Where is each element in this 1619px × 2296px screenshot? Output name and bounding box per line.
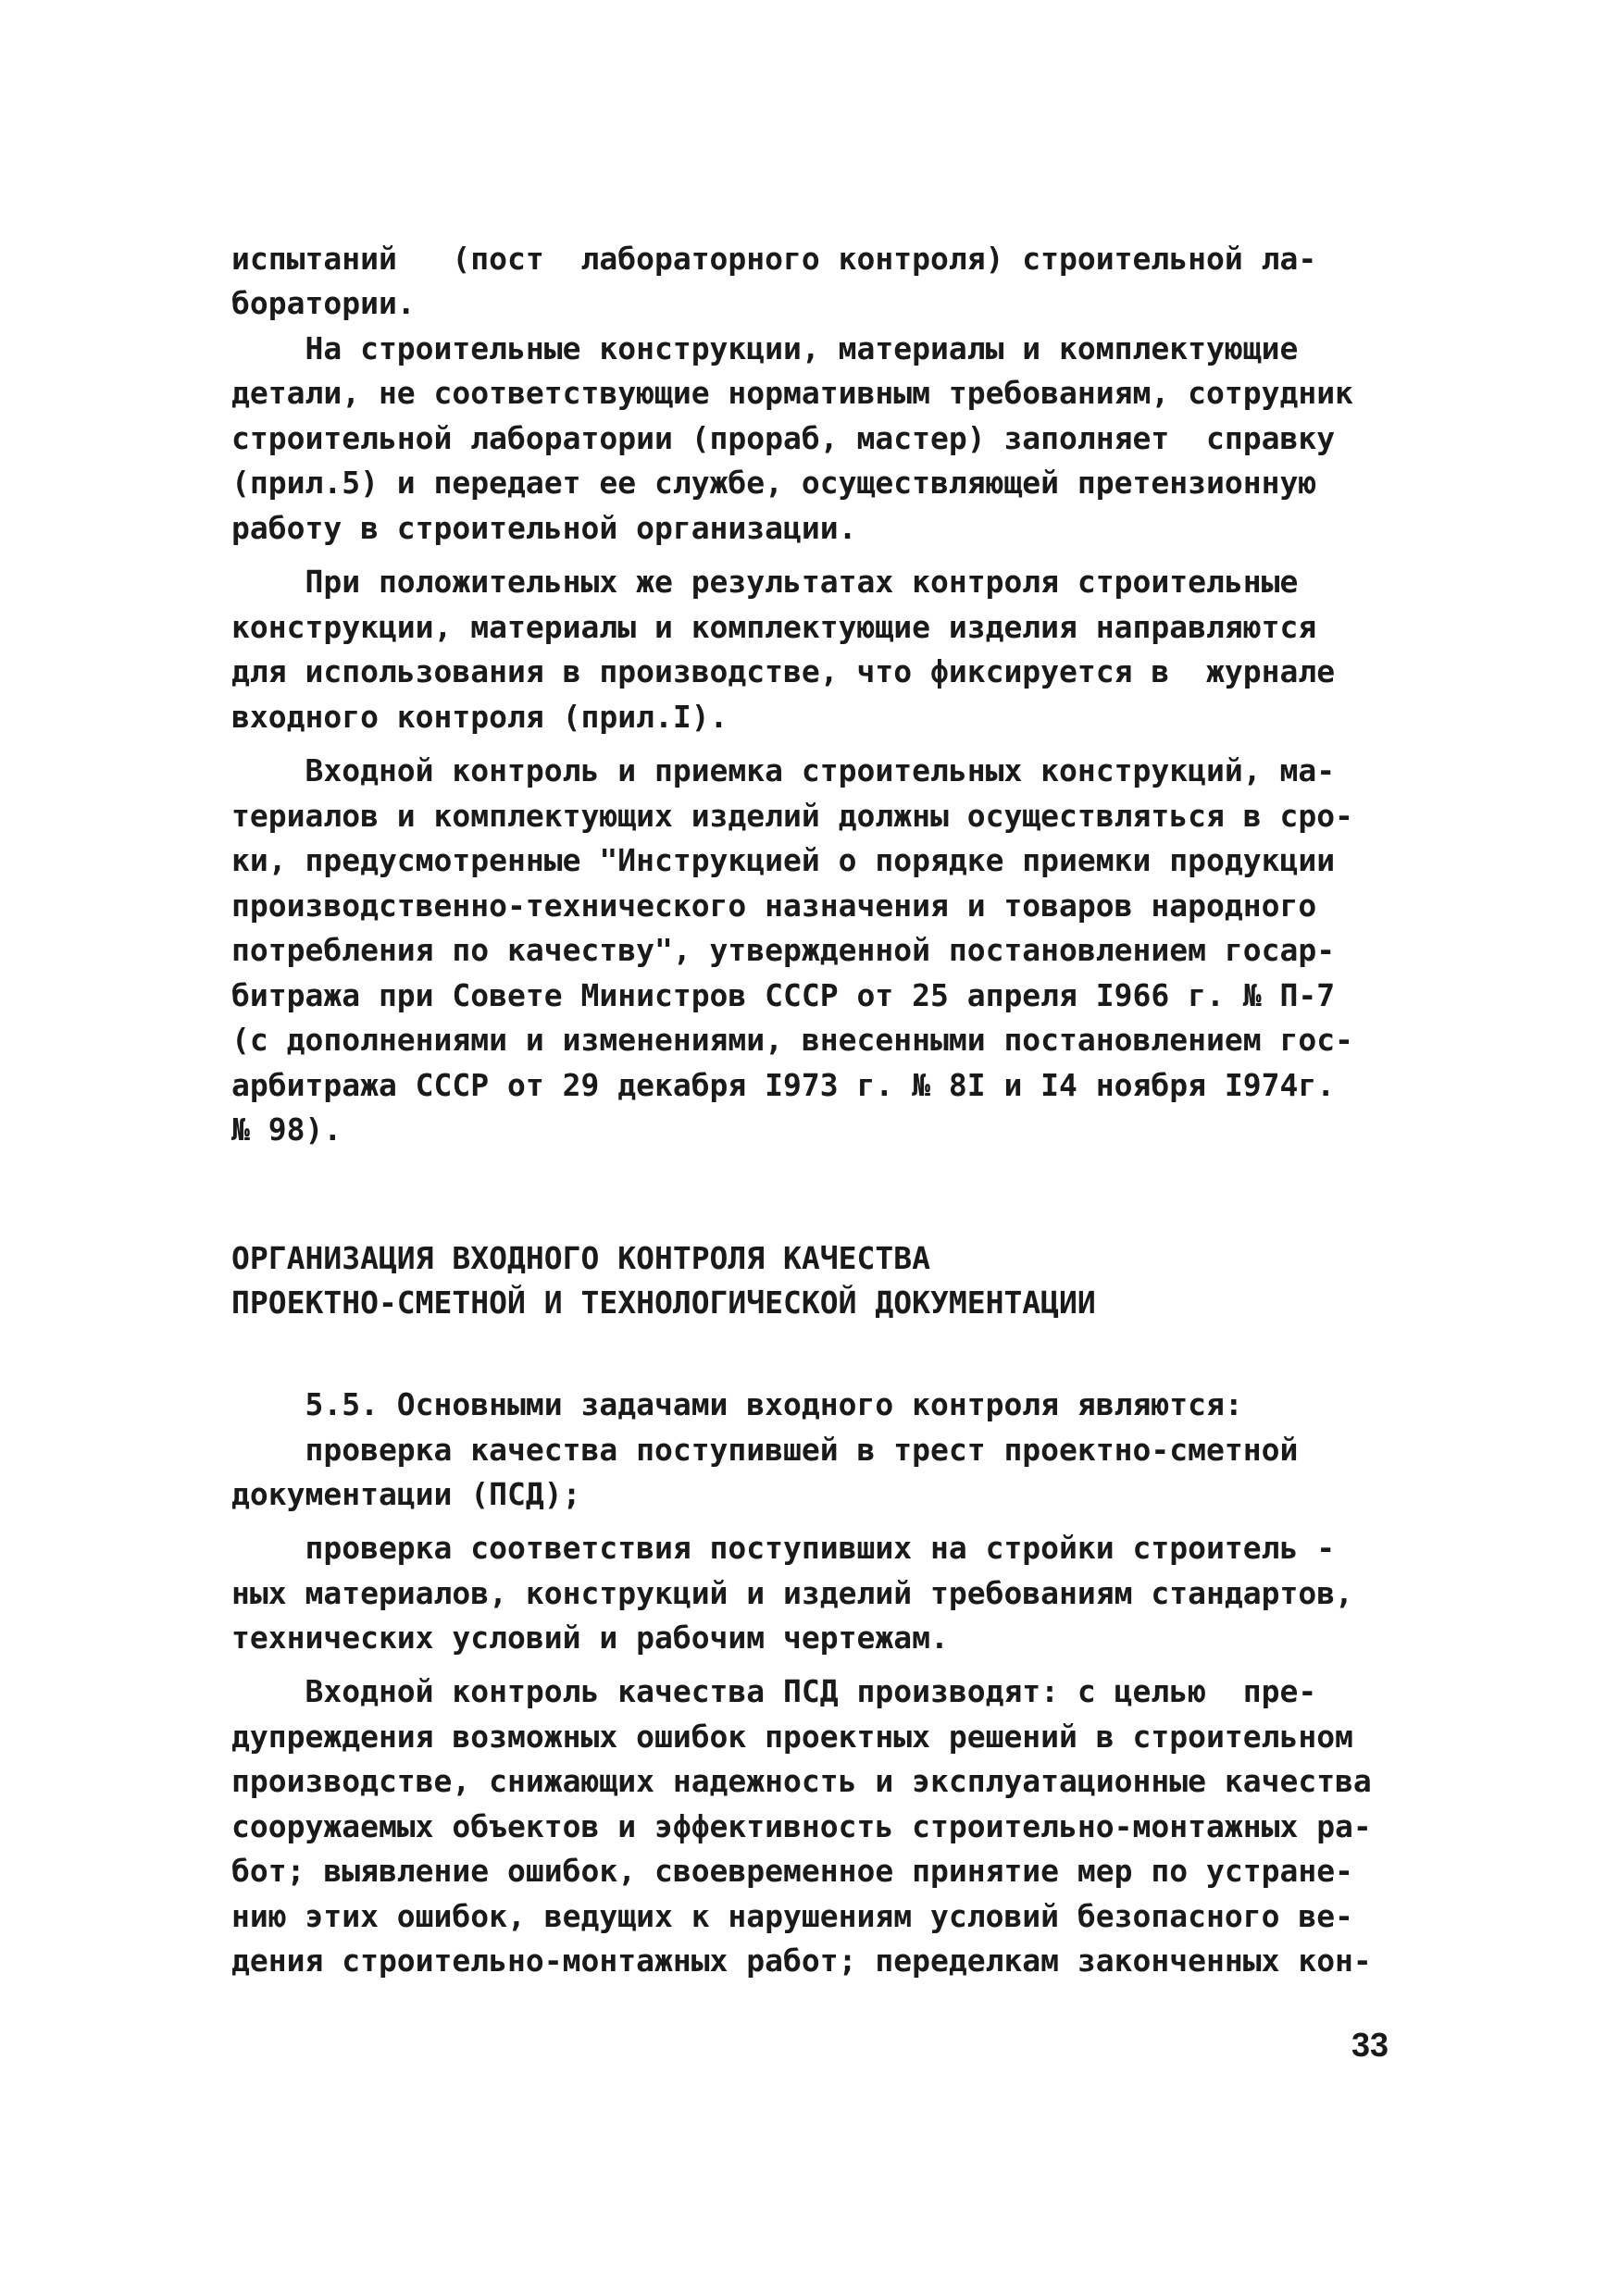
text-line: Входной контроль и приемка строительных конструкций, ма-: [231, 752, 1336, 788]
text-line: строительной лаборатории (прораб, мастер) заполняет справку: [231, 420, 1336, 456]
text-line: производстве, снижающих надежность и эксплуатационные качества: [231, 1763, 1372, 1799]
section-heading-line-1: ОРГАНИЗАЦИЯ ВХОДНОГО КОНТРОЛЯ КАЧЕСТВА: [231, 1240, 930, 1276]
text-line: дупреждения возможных ошибок проектных решений в строительном: [231, 1719, 1353, 1755]
text-line: № 98).: [231, 1111, 342, 1148]
text-line: проверка качества поступившей в трест проектно-сметной: [231, 1432, 1299, 1468]
text-line: документации (ПСД);: [231, 1476, 581, 1512]
text-line: 5.5. Основными задачами входного контроля являются:: [231, 1386, 1243, 1422]
text-line: сооружаемых объектов и эффективность строительно-монтажных ра-: [231, 1808, 1372, 1844]
text-line: детали, не соответствующие нормативным требованиям, сотрудник: [231, 375, 1353, 411]
text-line: производственно-технического назначения и товаров народного: [231, 887, 1317, 924]
text-line: ных материалов, конструкций и изделий требованиям стандартов,: [231, 1575, 1353, 1611]
text-line: бот; выявление ошибок, своевременное принятие мер по устране-: [231, 1853, 1353, 1889]
text-line: (прил.5) и передает ее службе, осуществляющей претензионную: [231, 465, 1317, 501]
text-line: териалов и комплектующих изделий должны осуществляться в сро-: [231, 798, 1353, 834]
text-line: дения строительно-монтажных работ; переделкам законченных кон-: [231, 1942, 1372, 1979]
text-line: проверка соответствия поступивших на стройки строитель -: [231, 1530, 1336, 1566]
text-line: арбитража СССР от 29 декабря I973 г. № 8I и I4 ноября I974г.: [231, 1067, 1336, 1103]
page-number: 33: [1351, 2026, 1389, 2064]
text-line: технических условий и рабочим чертежам.: [231, 1620, 949, 1656]
text-line: для использования в производстве, что фиксируется в журнале: [231, 653, 1336, 689]
text-line: боратории.: [231, 285, 416, 321]
text-line: испытаний (пост лабораторного контроля) строительной ла-: [231, 241, 1317, 277]
text-line: нию этих ошибок, ведущих к нарушениям условий безопасного ве-: [231, 1898, 1353, 1934]
text-line: При положительных же результатах контроля строительные: [231, 564, 1299, 600]
text-line: работу в строительной организации.: [231, 510, 857, 546]
text-line: (с дополнениями и изменениями, внесенными постановлением гос-: [231, 1022, 1353, 1058]
text-line: конструкции, материалы и комплектующие изделия направляются: [231, 609, 1317, 645]
text-line: Входной контроль качества ПСД производят: с целью пре-: [231, 1673, 1317, 1709]
text-line: ки, предусмотренные "Инструкцией о порядке приемки продукции: [231, 842, 1336, 878]
section-heading-line-2: ПРОЕКТНО-СМЕТНОЙ И ТЕХНОЛОГИЧЕСКОЙ ДОКУМЕНТАЦИИ: [231, 1285, 1096, 1321]
text-line: На строительные конструкции, материалы и комплектующие: [231, 330, 1299, 366]
text-line: входного контроля (прил.I).: [231, 699, 729, 735]
text-line: потребления по качеству", утвержденной постановлением госар-: [231, 932, 1336, 968]
text-line: битража при Совете Министров СССР от 25 апреля I966 г. № П-7: [231, 977, 1336, 1013]
